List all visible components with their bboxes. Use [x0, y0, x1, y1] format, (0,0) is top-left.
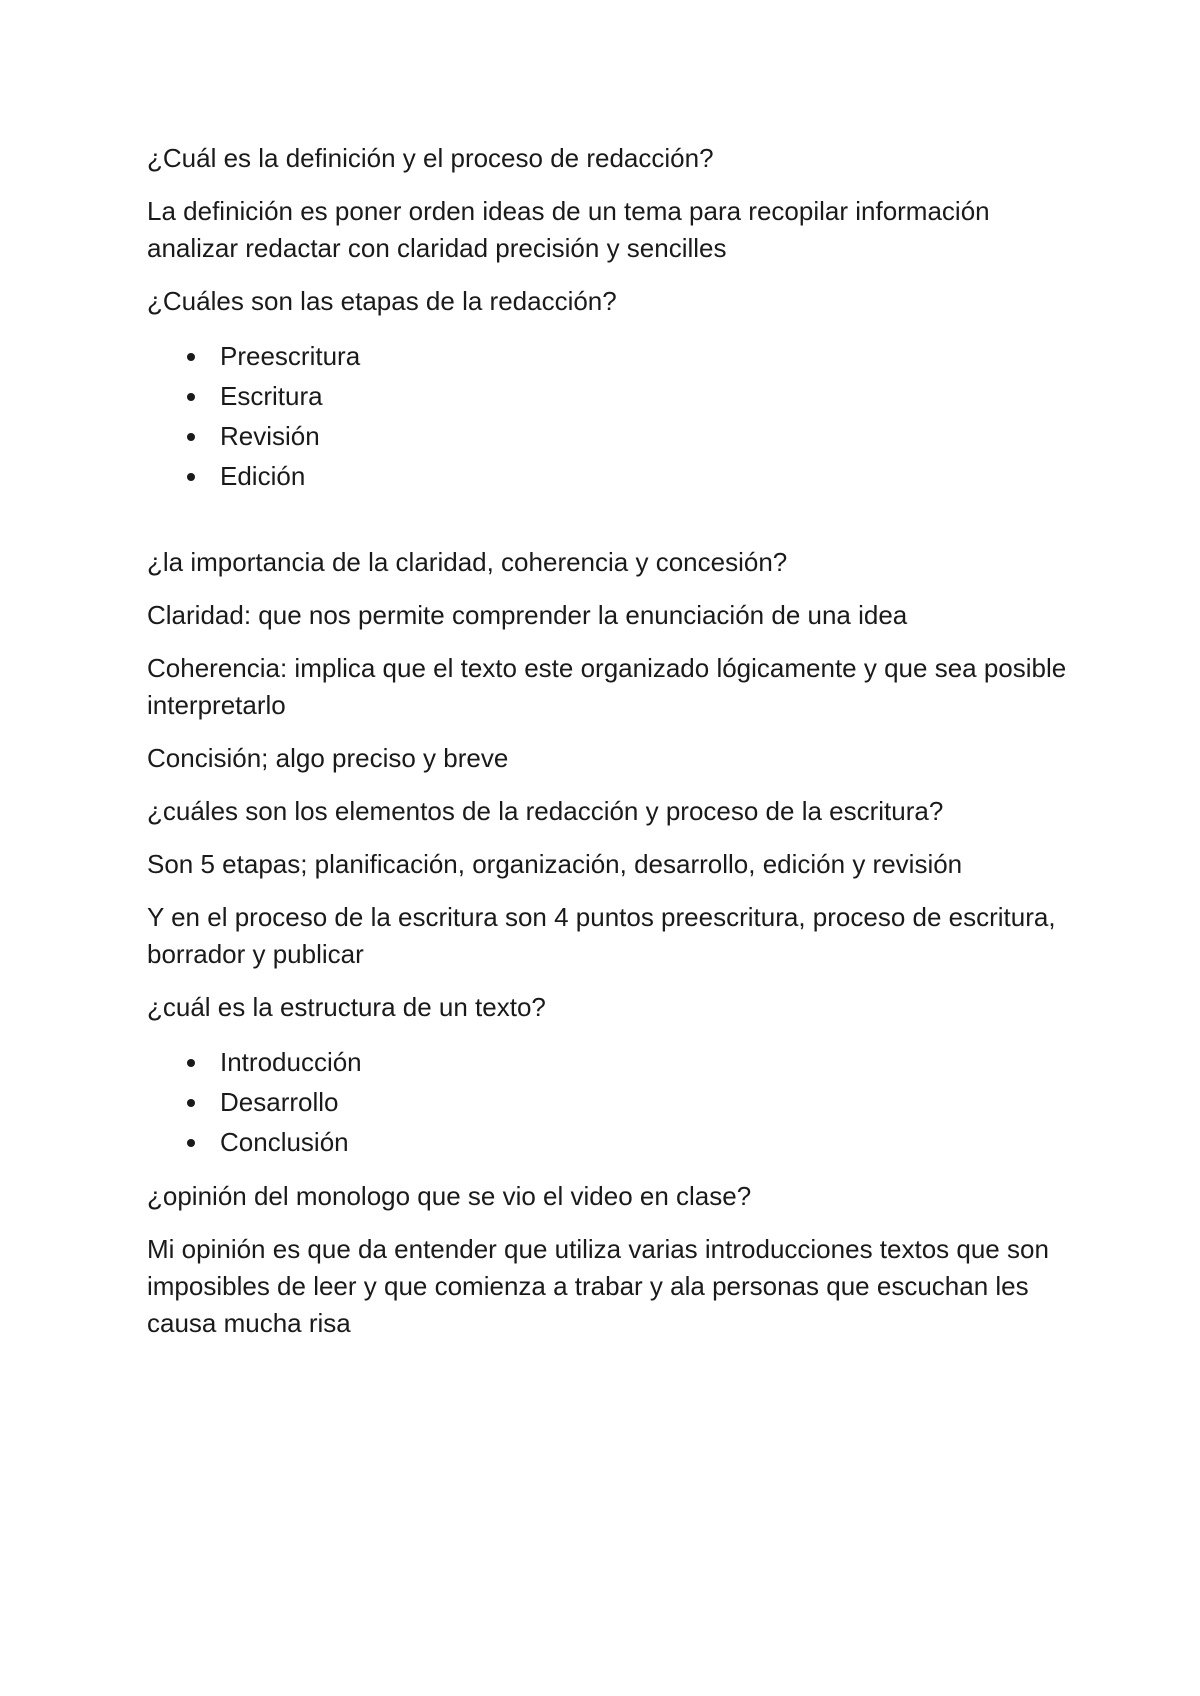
bullet-icon	[187, 1059, 195, 1067]
question-definition: ¿Cuál es la definición y el proceso de redacción?	[147, 143, 714, 173]
bullet-icon	[187, 393, 195, 401]
question-elements: ¿cuáles son los elementos de la redacción y proceso de la escritura?	[147, 796, 944, 826]
answer-claridad: Claridad: que nos permite comprender la enunciación de una idea	[147, 600, 908, 630]
answer-coherencia: Coherencia: implica que el texto este organizado lógicamente y que sea posible interpretarlo	[147, 653, 1067, 720]
list-item: Escritura	[147, 376, 1087, 416]
bullet-icon	[187, 473, 195, 481]
question-stages: ¿Cuáles son las etapas de la redacción?	[147, 286, 617, 316]
answer-opinion: Mi opinión es que da entender que utiliza varias introducciones textos que son imposibles de leer y que comienza a trabar y ala personas que escuchan les causa mucha risa	[147, 1234, 1049, 1338]
bullet-icon	[187, 353, 195, 361]
answer-definition: La definición es poner orden ideas de un tema para recopilar información analizar redactar con claridad precisión y sencilles	[147, 196, 990, 263]
list-item: Edición	[147, 456, 1087, 496]
list-item: Introducción	[147, 1042, 1087, 1082]
answer-elements-stages: Son 5 etapas; planificación, organización, desarrollo, edición y revisión	[147, 849, 963, 879]
question-opinion: ¿opinión del monologo que se vio el video en clase?	[147, 1181, 752, 1211]
question-importance: ¿la importancia de la claridad, coherencia y concesión?	[147, 547, 788, 577]
document-body	[147, 140, 1087, 1358]
list-item: Preescritura	[147, 336, 1087, 376]
bullet-icon	[187, 1099, 195, 1107]
structure-list	[147, 1042, 1087, 1162]
question-structure: ¿cuál es la estructura de un texto?	[147, 992, 546, 1022]
bullet-icon	[187, 433, 195, 441]
list-item: Revisión	[147, 416, 1087, 456]
answer-concision: Concisión; algo preciso y breve	[147, 743, 509, 773]
stages-list	[147, 336, 1087, 496]
bullet-icon	[187, 1139, 195, 1147]
list-item: Desarrollo	[147, 1082, 1087, 1122]
list-item: Conclusión	[147, 1122, 1087, 1162]
answer-elements-process: Y en el proceso de la escritura son 4 puntos preescritura, proceso de escritura, borrador y publicar	[147, 902, 1056, 969]
